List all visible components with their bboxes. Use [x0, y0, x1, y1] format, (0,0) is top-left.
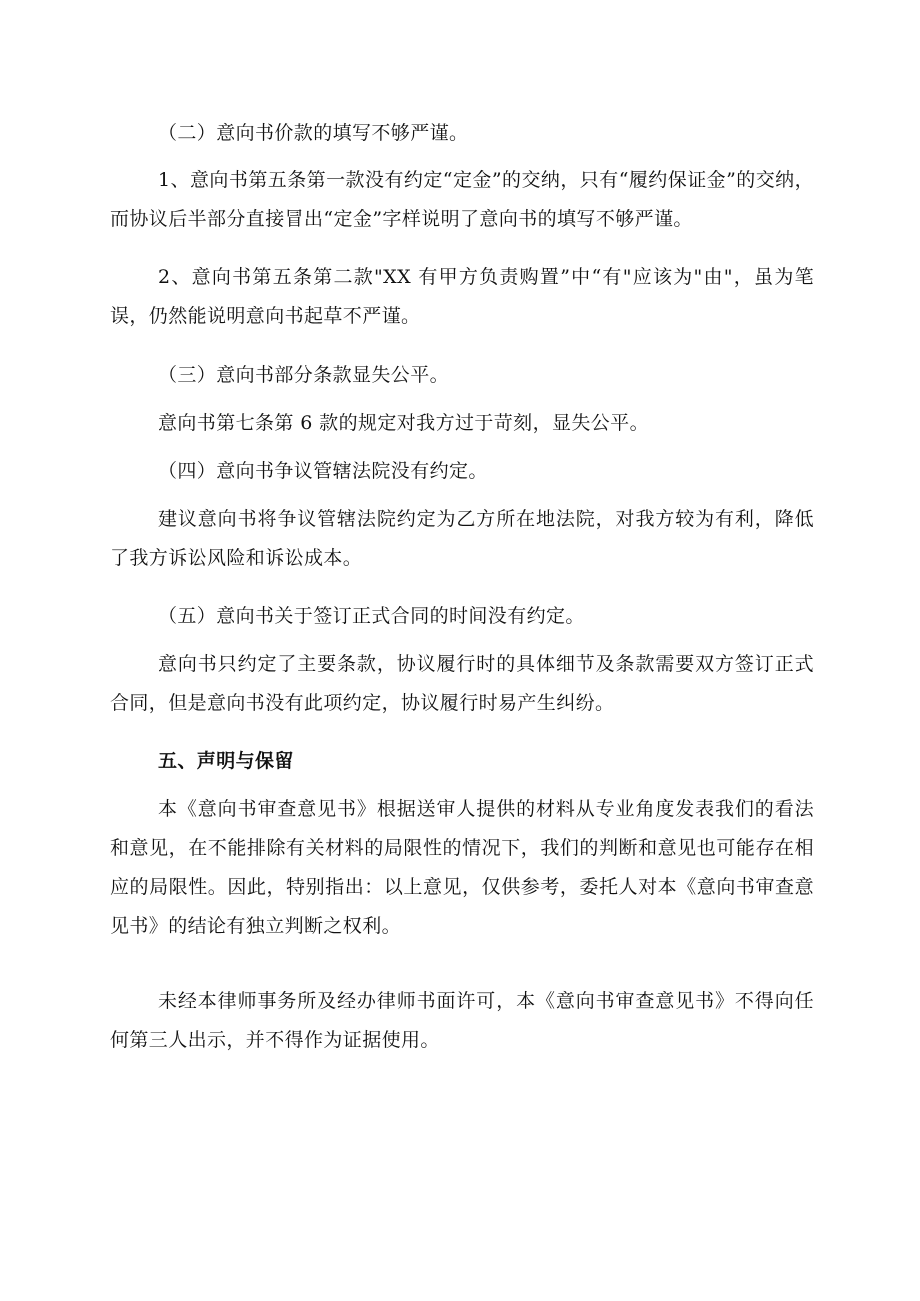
paragraph-fairness: 意向书第七条第 6 款的规定对我方过于苛刻，显失公平。	[158, 412, 649, 434]
paragraph-contract-time: 意向书只约定了主要条款，协议履行时的具体细节及条款需要双方签订正式合同，但是意向书没有此项约定，协议履行时易产生纠纷。	[110, 653, 814, 714]
paragraph-statement-restriction: 未经本律师事务所及经办律师书面许可，本《意向书审查意见书》不得向任何第三人出示，并不得作为证据使用。	[110, 990, 814, 1051]
paragraph-price-item-2: 2、意向书第五条第二款"XX 有甲方负责购置”中“有"应该为"由"，虽为笔误，仍然能说明意向书起草不严谨。	[110, 266, 814, 327]
paragraph-price-item-1: 1、意向书第五条第一款没有约定“定金”的交纳，只有“履约保证金”的交纳，而协议后半部分直接冒出“定金”字样说明了意向书的填写不够严谨。	[110, 169, 814, 230]
paragraph-jurisdiction: 建议意向书将争议管辖法院约定为乙方所在地法院，对我方较为有利，降低了我方诉讼风险和诉讼成本。	[110, 508, 814, 569]
section-heading-jurisdiction: （四）意向书争议管辖法院没有约定。	[158, 460, 488, 482]
section-heading-contract-time: （五）意向书关于签订正式合同的时间没有约定。	[158, 605, 585, 627]
section-heading-price: （二）意向书价款的填写不够严谨。	[158, 122, 469, 144]
paragraph-statement-scope: 本《意向书审查意见书》根据送审人提供的材料从专业角度发表我们的看法和意见，在不能排除有关材料的局限性的情况下，我们的判断和意见也可能存在相应的局限性。因此，特别指出：以上意见，仅供参考，委托人对本《意向书审查意见书》的结论有独立判断之权利。	[110, 798, 814, 937]
section-heading-statement: 五、声明与保留	[158, 750, 294, 772]
section-heading-fairness: （三）意向书部分条款显失公平。	[158, 364, 450, 386]
